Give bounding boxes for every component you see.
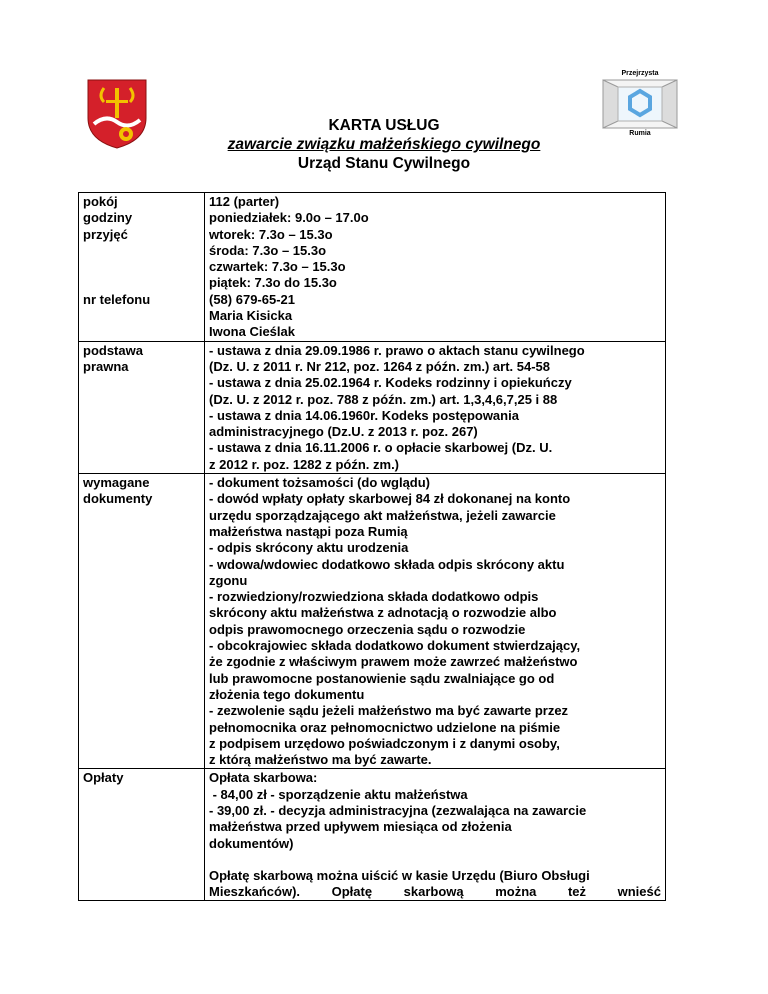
documents-value-cell bbox=[205, 474, 666, 769]
label-room: pokój bbox=[83, 194, 118, 209]
legal-value-cell bbox=[205, 341, 666, 473]
label-docs-1: wymagane bbox=[83, 475, 150, 491]
document-line: lub prawomocne postanowienie sądu zwalniające go od bbox=[209, 670, 555, 686]
fee-line: - 84,00 zł - sporządzenie aktu małżeństwa bbox=[209, 786, 468, 802]
payment-info-2: Mieszkańców). Opłatę skarbową można też wnieść bbox=[209, 884, 661, 900]
hours-value-cell bbox=[205, 193, 666, 342]
label-docs-2: dokumenty bbox=[83, 491, 153, 507]
legal-line: (Dz. U. z 2012 r. poz. 788 z późn. zm.) art. 1,3,4,6,7,25 i 88 bbox=[209, 391, 558, 407]
spacer bbox=[83, 259, 200, 275]
legal-basis-row bbox=[79, 341, 666, 473]
label-legal-2: prawna bbox=[83, 358, 129, 374]
label-phone: nr telefonu bbox=[83, 291, 151, 307]
fee-line: dokumentów) bbox=[209, 835, 294, 851]
fee-line: małżeństwa przed upływem miesiąca od złożenia bbox=[209, 819, 512, 835]
fees-value-cell bbox=[205, 769, 666, 901]
document-line: skrócony aktu małżeństwa z adnotacją o rozwodzie albo bbox=[209, 605, 557, 621]
spacer bbox=[83, 275, 200, 291]
phone-number: (58) 679-65-21 bbox=[209, 291, 295, 307]
legal-label-cell bbox=[79, 341, 205, 473]
document-line: odpis prawomocnego orzeczenia sądu o rozwodzie bbox=[209, 621, 526, 637]
legal-line: - ustawa z dnia 16.11.2006 r. o opłacie skarbowej (Dz. U. bbox=[209, 440, 553, 456]
document-line: - obcokrajowiec składa dodatkowo dokument stwierdzający, bbox=[209, 638, 581, 654]
legal-line: z 2012 r. poz. 1282 z późn. zm.) bbox=[209, 456, 400, 472]
label-legal-1: podstawa bbox=[83, 342, 143, 358]
legal-line: - ustawa z dnia 14.06.1960r. Kodeks postępowania bbox=[209, 407, 519, 423]
hours-thursday: czwartek: 7.3o – 15.3o bbox=[209, 259, 346, 275]
documents-label-cell bbox=[79, 474, 205, 769]
badge-top-label: Przejrzysta bbox=[621, 70, 659, 77]
contact-person-2: Iwona Cieślak bbox=[209, 324, 295, 340]
document-line: małżeństwa nastąpi poza Rumią bbox=[209, 523, 408, 539]
room-number: 112 (parter) bbox=[209, 194, 280, 209]
documents-row bbox=[79, 474, 666, 769]
document-line: - odpis skrócony aktu urodzenia bbox=[209, 540, 409, 556]
document-line: zgonu bbox=[209, 572, 248, 588]
hours-tuesday: wtorek: 7.3o – 15.3o bbox=[209, 226, 333, 242]
document-line: z podpisem urzędowo poświadczonym i z danymi osoby, bbox=[209, 735, 560, 751]
document-line: z którą małżeństwo ma być zawarte. bbox=[209, 752, 432, 768]
document-line: - dowód wpłaty opłaty skarbowej 84 zł dokonanej na konto bbox=[209, 491, 571, 507]
fees-label-cell bbox=[79, 769, 205, 901]
label-fees: Opłaty bbox=[83, 770, 124, 786]
hours-wednesday: środa: 7.3o – 15.3o bbox=[209, 242, 327, 258]
page-subtitle: zawarcie związku małżeńskiego cywilnego bbox=[227, 136, 541, 153]
document-line: urzędu sporządzającego akt małżeństwa, jeżeli zawarcie bbox=[209, 507, 556, 523]
document-line: - dokument tożsamości (do wglądu) bbox=[209, 475, 431, 491]
spacer bbox=[83, 243, 200, 259]
document-line: że zgodnie z właściwym prawem może zawrzeć małżeństwo bbox=[209, 654, 578, 670]
title-block bbox=[0, 116, 768, 173]
legal-line: - ustawa z dnia 29.09.1986 r. prawo o aktach stanu cywilnego bbox=[209, 342, 585, 358]
document-line: - zezwolenie sądu jeżeli małżeństwo ma być zawarte przez bbox=[209, 703, 569, 719]
hours-row bbox=[79, 193, 666, 342]
label-hours: godziny bbox=[83, 210, 133, 226]
badge-bottom-label: Rumia bbox=[629, 130, 651, 137]
fees-row bbox=[79, 769, 666, 901]
document-line: pełnomocnika oraz pełnomocnictwo udzielone na piśmie bbox=[209, 719, 561, 735]
hours-friday: piątek: 7.3o do 15.3o bbox=[209, 275, 337, 291]
payment-info-1: Opłatę skarbową można uiścić w kasie Urzędu (Biuro Obsługi bbox=[209, 867, 590, 883]
hours-label-cell bbox=[79, 193, 205, 342]
legal-line: - ustawa z dnia 25.02.1964 r. Kodeks rodzinny i opiekuńczy bbox=[209, 375, 572, 391]
service-card-table bbox=[78, 192, 666, 901]
spacer bbox=[209, 852, 661, 868]
hours-monday: poniedziałek: 9.0o – 17.0o bbox=[209, 210, 369, 226]
fee-line: - 39,00 zł. - decyzja administracyjna (zezwalająca na zawarcie bbox=[209, 802, 587, 818]
document-line: złożenia tego dokumentu bbox=[209, 686, 365, 702]
label-reception: przyjęć bbox=[83, 226, 128, 242]
document-line: - rozwiedziony/rozwiedziona składa dodatkowo odpis bbox=[209, 589, 539, 605]
legal-line: administracyjnego (Dz.U. z 2013 r. poz. 267) bbox=[209, 424, 478, 440]
document-line: - wdowa/wdowiec dodatkowo składa odpis skrócony aktu bbox=[209, 556, 565, 572]
contact-person-1: Maria Kisicka bbox=[209, 308, 293, 324]
fee-line: Opłata skarbowa: bbox=[209, 770, 318, 786]
page-title: KARTA USŁUG bbox=[328, 117, 440, 134]
legal-line: (Dz. U. z 2011 r. Nr 212, poz. 1264 z późn. zm.) art. 54-58 bbox=[209, 358, 551, 374]
office-name: Urząd Stanu Cywilnego bbox=[297, 155, 471, 172]
